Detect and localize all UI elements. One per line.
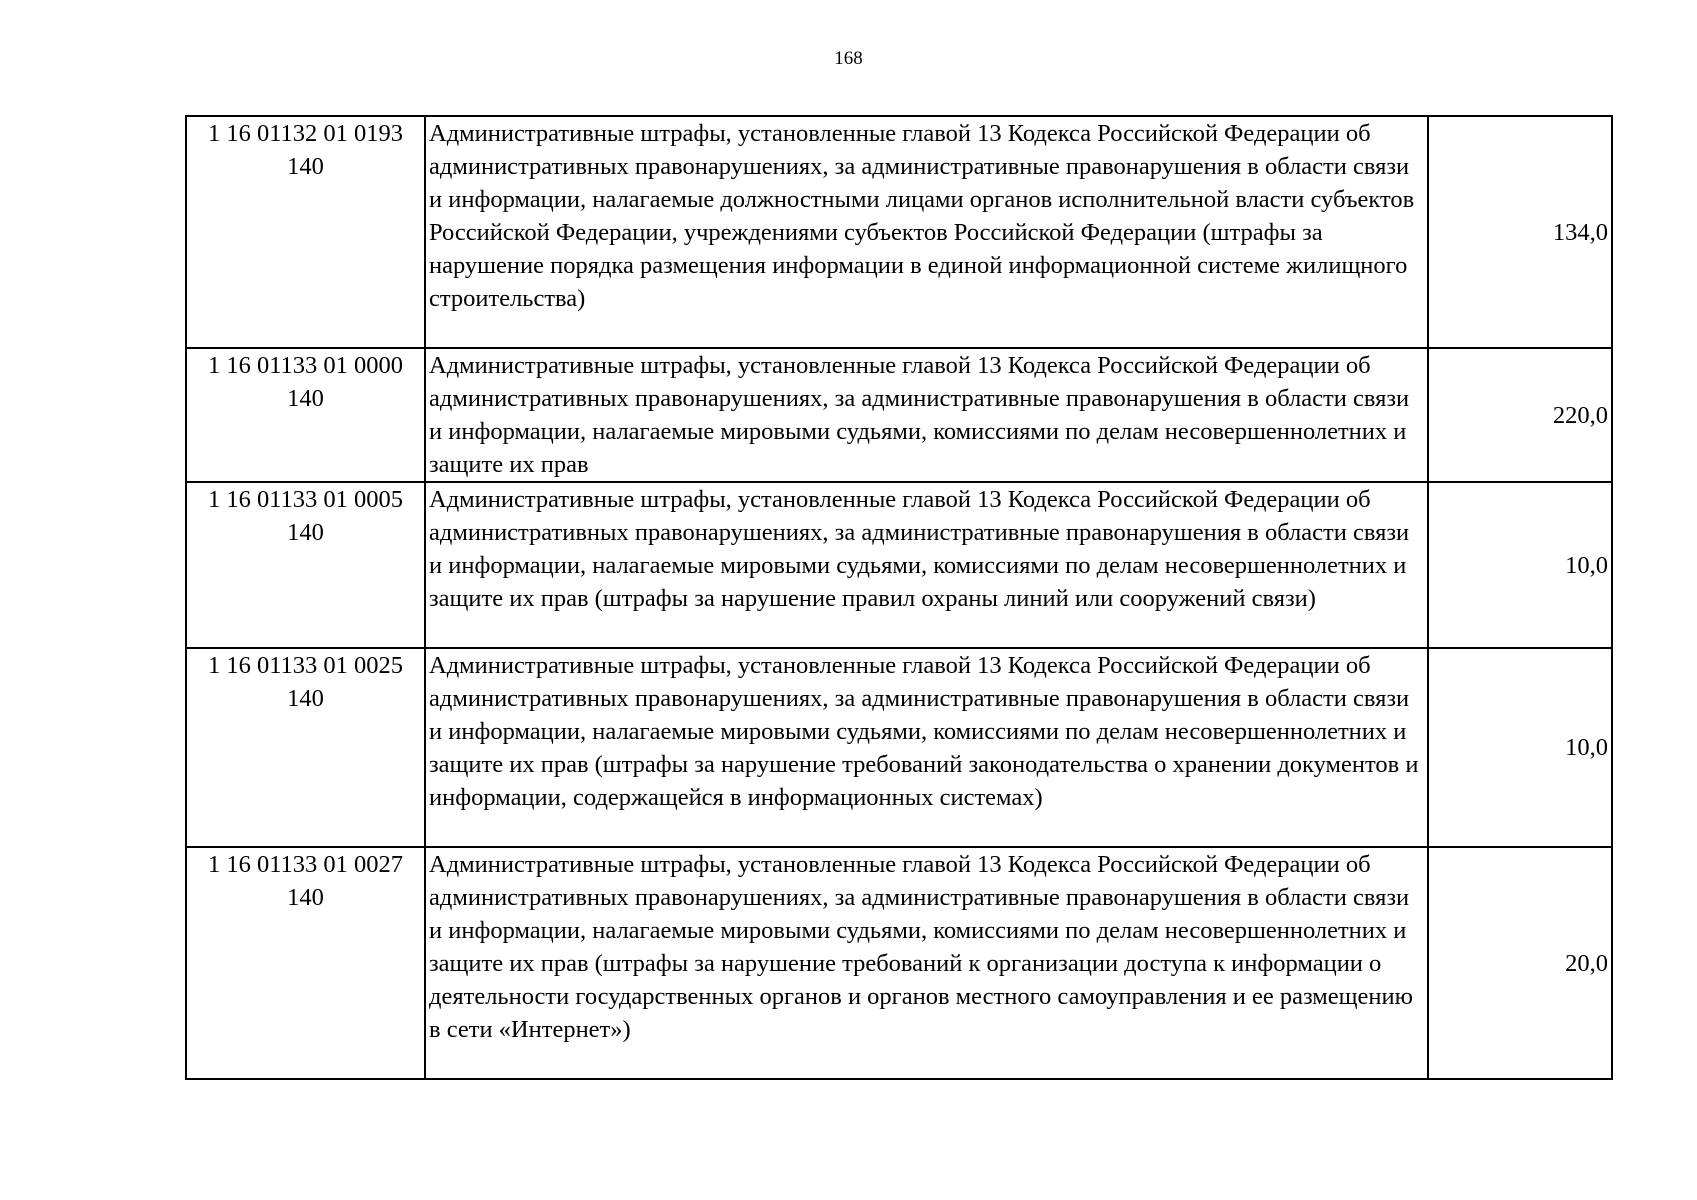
budget-code-cell — [186, 648, 425, 847]
budget-code-suffix: 140 — [287, 884, 324, 911]
budget-code: 1 16 01133 01 0025 — [207, 652, 404, 679]
budget-code: 1 16 01132 01 0193 — [207, 120, 404, 147]
table-row — [186, 648, 1612, 847]
budget-code-suffix: 140 — [287, 385, 324, 412]
budget-code-suffix: 140 — [287, 519, 324, 546]
amount-cell: 134,0 — [1428, 116, 1612, 348]
description-cell: Административные штрафы, установленные главой 13 Кодекса Российской Федерации об административных правонарушениях, за административные правонарушения в области связи и информации, налагаемые должностными лицами органов исполнительной власти субъектов Российской Федерации, учреждениями субъектов Российской Федерации (штрафы за нарушение порядка размещения информации в единой информационной системе жилищного строительства) — [425, 116, 1428, 348]
table-row — [186, 482, 1612, 648]
budget-code-cell — [186, 847, 425, 1079]
amount-cell: 10,0 — [1428, 648, 1612, 847]
table-row — [186, 116, 1612, 348]
description-cell: Административные штрафы, установленные главой 13 Кодекса Российской Федерации об административных правонарушениях, за административные правонарушения в области связи и информации, налагаемые мировыми судьями, комиссиями по делам несовершеннолетних и защите их прав (штрафы за нарушение требований к организации доступа к информации о деятельности государственных органов и органов местного самоуправления и ее размещению в сети «Интернет») — [425, 847, 1428, 1079]
page-number: 168 — [834, 48, 863, 69]
budget-code-cell — [186, 482, 425, 648]
table-row — [186, 348, 1612, 482]
description-cell: Административные штрафы, установленные главой 13 Кодекса Российской Федерации об административных правонарушениях, за административные правонарушения в области связи и информации, налагаемые мировыми судьями, комиссиями по делам несовершеннолетних и защите их прав (штрафы за нарушение требований законодательства о хранении документов и информации, содержащейся в информационных системах) — [425, 648, 1428, 847]
description-cell: Административные штрафы, установленные главой 13 Кодекса Российской Федерации об административных правонарушениях, за административные правонарушения в области связи и информации, налагаемые мировыми судьями, комиссиями по делам несовершеннолетних и защите их прав — [425, 348, 1428, 482]
amount-cell: 10,0 — [1428, 482, 1612, 648]
amount-cell: 20,0 — [1428, 847, 1612, 1079]
budget-code: 1 16 01133 01 0000 — [207, 352, 404, 379]
amount-cell: 220,0 — [1428, 348, 1612, 482]
revenue-table — [185, 115, 1613, 1080]
budget-code: 1 16 01133 01 0005 — [207, 486, 404, 513]
budget-code-cell — [186, 348, 425, 482]
description-cell: Административные штрафы, установленные главой 13 Кодекса Российской Федерации об административных правонарушениях, за административные правонарушения в области связи и информации, налагаемые мировыми судьями, комиссиями по делам несовершеннолетних и защите их прав (штрафы за нарушение правил охраны линий или сооружений связи) — [425, 482, 1428, 648]
budget-code-cell — [186, 116, 425, 348]
table-row — [186, 847, 1612, 1079]
budget-code-suffix: 140 — [287, 153, 324, 180]
budget-code: 1 16 01133 01 0027 — [207, 851, 404, 878]
budget-code-suffix: 140 — [287, 685, 324, 712]
